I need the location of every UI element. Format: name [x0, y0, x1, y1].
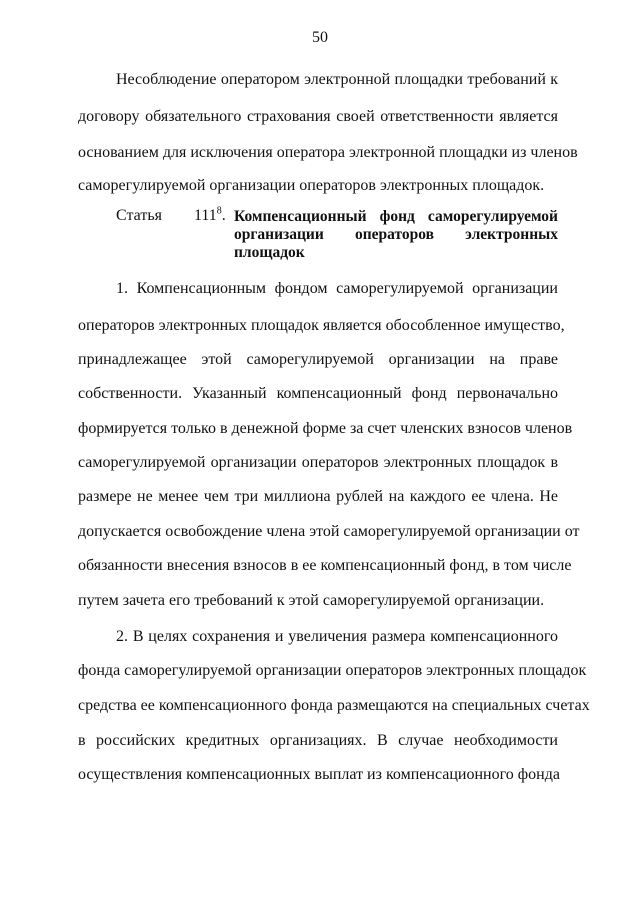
article-superscript: 8: [216, 205, 222, 217]
paragraph-1-line-1: 1. Компенсационным фондом саморегулируемой организации: [116, 280, 558, 297]
paragraph-1-line-7: размере не менее чем три миллиона рублей на каждого ее члена. Не: [78, 488, 558, 505]
paragraph-1-line-8: допускается освобождение члена этой саморегулируемой организации от: [78, 523, 580, 540]
intro-line-2: договору обязательного страхования своей ответственности является: [78, 108, 558, 125]
page-number: 50: [312, 29, 328, 46]
article-number: 111: [193, 207, 217, 224]
paragraph-1-line-3: принадлежащее этой саморегулируемой организации на праве: [78, 351, 558, 368]
paragraph-1-line-9: обязанности внесения взносов в ее компенсационный фонд, в том числе: [78, 557, 572, 574]
paragraph-2-line-3: средства ее компенсационного фонда размещаются на специальных счетах: [78, 697, 590, 714]
paragraph-2-line-5: осуществления компенсационных выплат из компенсационного фонда: [78, 766, 560, 783]
article-title-line-3: площадок: [234, 244, 305, 261]
intro-line-1: Несоблюдение оператором электронной площадки требований к: [116, 71, 558, 88]
article-title-line-2: организации операторов электронных: [234, 226, 558, 243]
intro-line-3: основанием для исключения оператора электронной площадки из членов: [78, 144, 578, 161]
paragraph-2-line-1: 2. В целях сохранения и увеличения размера компенсационного: [116, 628, 558, 645]
article-label: [116, 206, 226, 226]
article-word: Статья: [116, 207, 162, 224]
paragraph-1-line-6: саморегулируемой организации операторов электронных площадок в: [78, 454, 558, 471]
paragraph-1-line-4: собственности. Указанный компенсационный фонд первоначально: [78, 385, 558, 402]
intro-line-4: саморегулируемой организации операторов электронных площадок.: [78, 177, 545, 194]
paragraph-1-line-5: формируется только в денежной форме за счет членских взносов членов: [78, 420, 573, 437]
article-title-line-1: Компенсационный фонд саморегулируемой: [234, 208, 558, 225]
paragraph-1-line-2: операторов электронных площадок является обособленное имущество,: [78, 317, 565, 334]
paragraph-2-line-2: фонда саморегулируемой организации операторов электронных площадок: [78, 662, 587, 679]
paragraph-1-line-10: путем зачета его требований к этой саморегулируемой организации.: [78, 592, 545, 609]
paragraph-2-line-4: в российских кредитных организациях. В случае необходимости: [78, 732, 558, 749]
article-punctuation: .: [221, 207, 226, 224]
